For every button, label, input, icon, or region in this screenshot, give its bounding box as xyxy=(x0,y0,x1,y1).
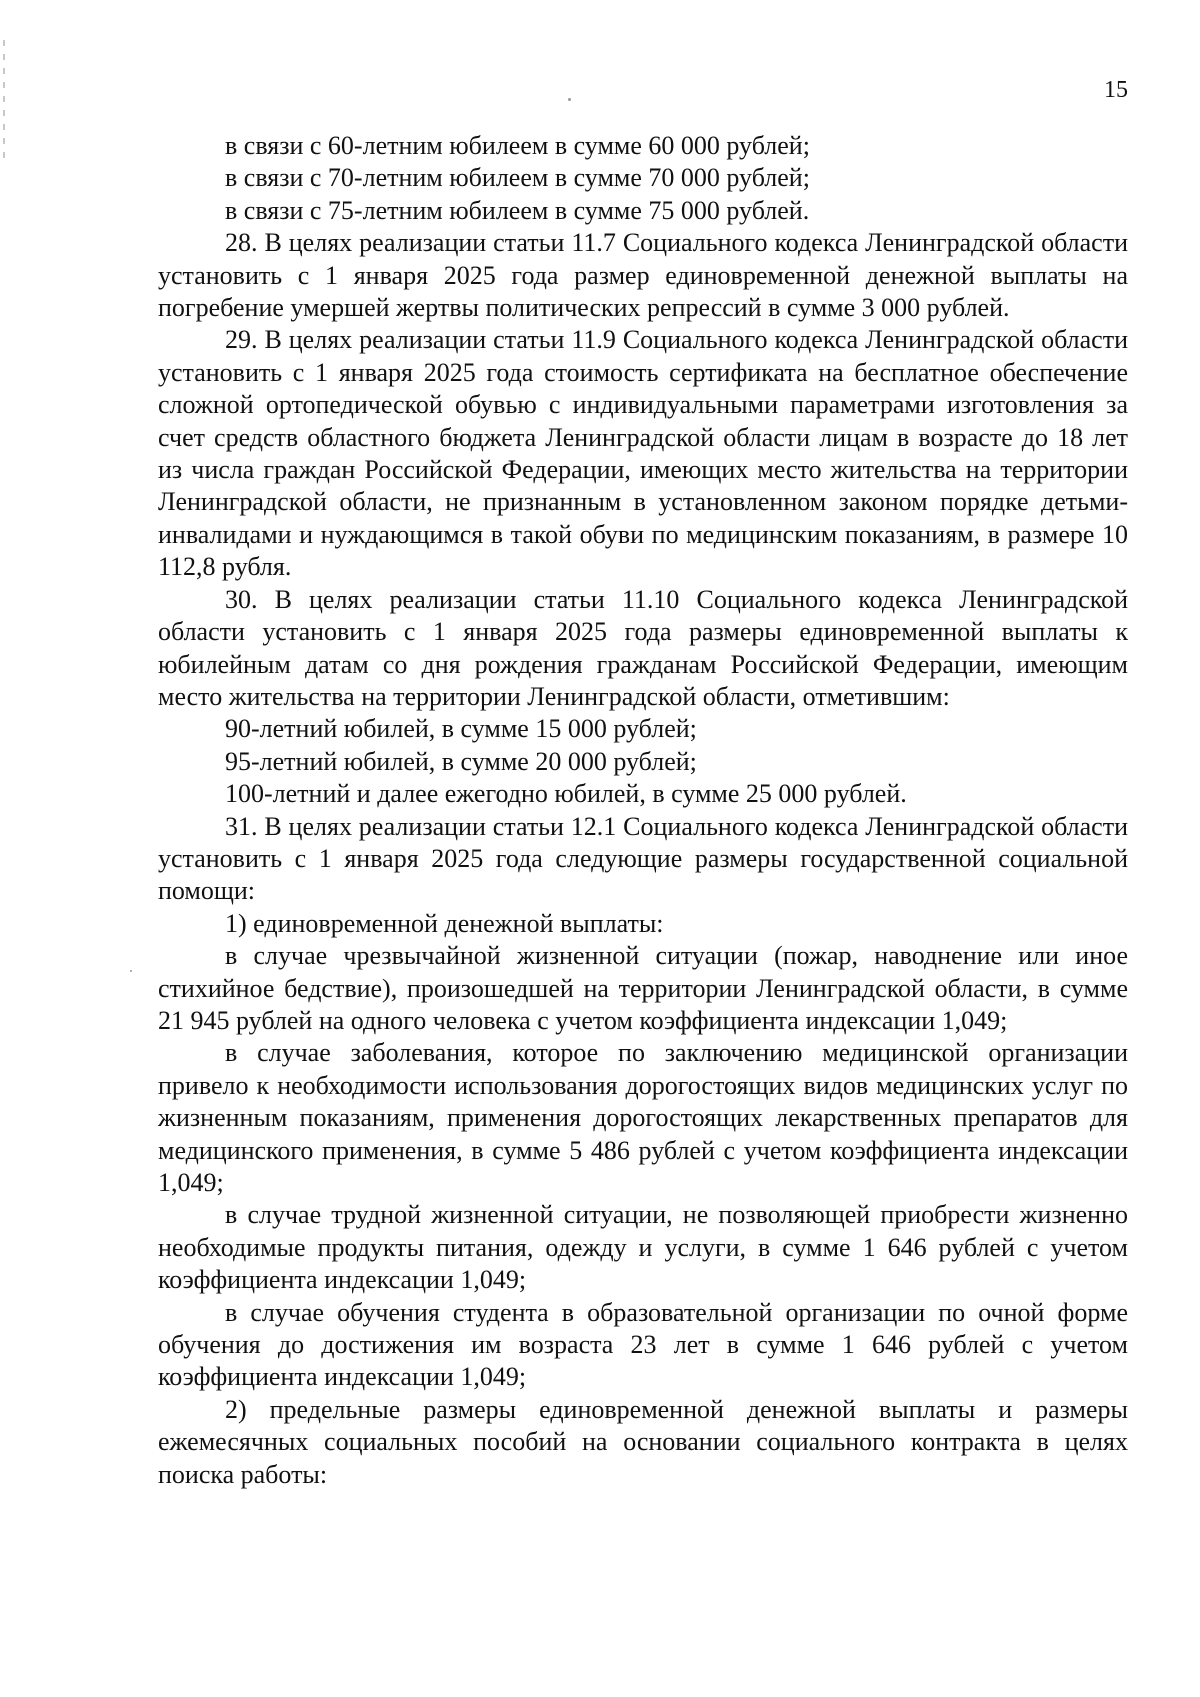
paragraph: в связи с 75-летним юбилеем в сумме 75 000 рублей. xyxy=(225,195,810,225)
document-body xyxy=(158,130,1128,1491)
paragraph: в связи с 70-летним юбилеем в сумме 70 000 рублей; xyxy=(225,163,810,193)
paragraph: в случае заболевания, которое по заключению медицинской организации привело к необходимости использования дорогостоящих видов медицинских услуг по жизненным показаниям, применения дорогостоящих лекарственных препаратов для медицинского применения, в сумме 5 486 рублей с учетом коэффициента индексации 1,049; xyxy=(158,1038,1128,1197)
paragraph-item-28: 28. В целях реализации статьи 11.7 Социального кодекса Ленинградской области установить с 1 января 2025 года размер единовременной денежной выплаты на погребение умершей жертвы политических репрессий в сумме 3 000 рублей. xyxy=(158,228,1128,323)
paragraph: в связи с 60-летним юбилеем в сумме 60 000 рублей; xyxy=(225,131,810,160)
paragraph: в случае обучения студента в образовательной организации по очной форме обучения до достижения им возраста 23 лет в сумме 1 646 рублей с учетом коэффициента индексации 1,049; xyxy=(158,1297,1128,1392)
paragraph-subitem-1: 1) единовременной денежной выплаты: xyxy=(225,908,664,938)
paragraph-subitem-2: 2) предельные размеры единовременной денежной выплаты и размеры ежемесячных социальных пособий на основании социального контракта в целях поиска работы: xyxy=(158,1394,1128,1489)
paragraph-item-31: 31. В целях реализации статьи 12.1 Социального кодекса Ленинградской области установить с 1 января 2025 года следующие размеры государственной социальной помощи: xyxy=(158,811,1128,906)
scan-edge-marks xyxy=(3,40,5,160)
paragraph: в случае трудной жизненной ситуации, не позволяющей приобрести жизненно необходимые продукты питания, одежду и услуги, в сумме 1 646 рублей с учетом коэффициента индексации 1,049; xyxy=(158,1200,1128,1295)
paragraph: 100-летний и далее ежегодно юбилей, в сумме 25 000 рублей. xyxy=(225,779,907,809)
scan-speck xyxy=(568,98,571,101)
paragraph-item-30: 30. В целях реализации статьи 11.10 Социального кодекса Ленинградской области установить с 1 января 2025 года размеры единовременной выплаты к юбилейным датам со дня рождения гражданам Российской Федерации, имеющим место жительства на территории Ленинградской области, отметившим: xyxy=(158,584,1128,711)
page-number: 15 xyxy=(1104,77,1128,103)
paragraph: 90-летний юбилей, в сумме 15 000 рублей; xyxy=(225,714,697,744)
paragraph: в случае чрезвычайной жизненной ситуации (пожар, наводнение или иное стихийное бедствие), произошедшей на территории Ленинградской области, в сумме 21 945 рублей на одного человека с учетом коэффициента индексации 1,049; xyxy=(158,941,1128,1035)
paragraph: 95-летний юбилей, в сумме 20 000 рублей; xyxy=(225,746,697,776)
paragraph-item-29: 29. В целях реализации статьи 11.9 Социального кодекса Ленинградской области установить с 1 января 2025 года стоимость сертификата на бесплатное обеспечение сложной ортопедической обувью с индивидуальными параметрами изготовления за счет средств областного бюджета Ленинградской области лицам в возрасте до 18 лет из числа граждан Российской Федерации, имеющих место жительства на территории Ленинградской области, не признанным в установленном законом порядке детьми-инвалидами и нуждающимся в такой обуви по медицинским показаниям, в размере 10 112,8 рубля. xyxy=(158,325,1128,582)
scan-speck xyxy=(130,970,132,972)
